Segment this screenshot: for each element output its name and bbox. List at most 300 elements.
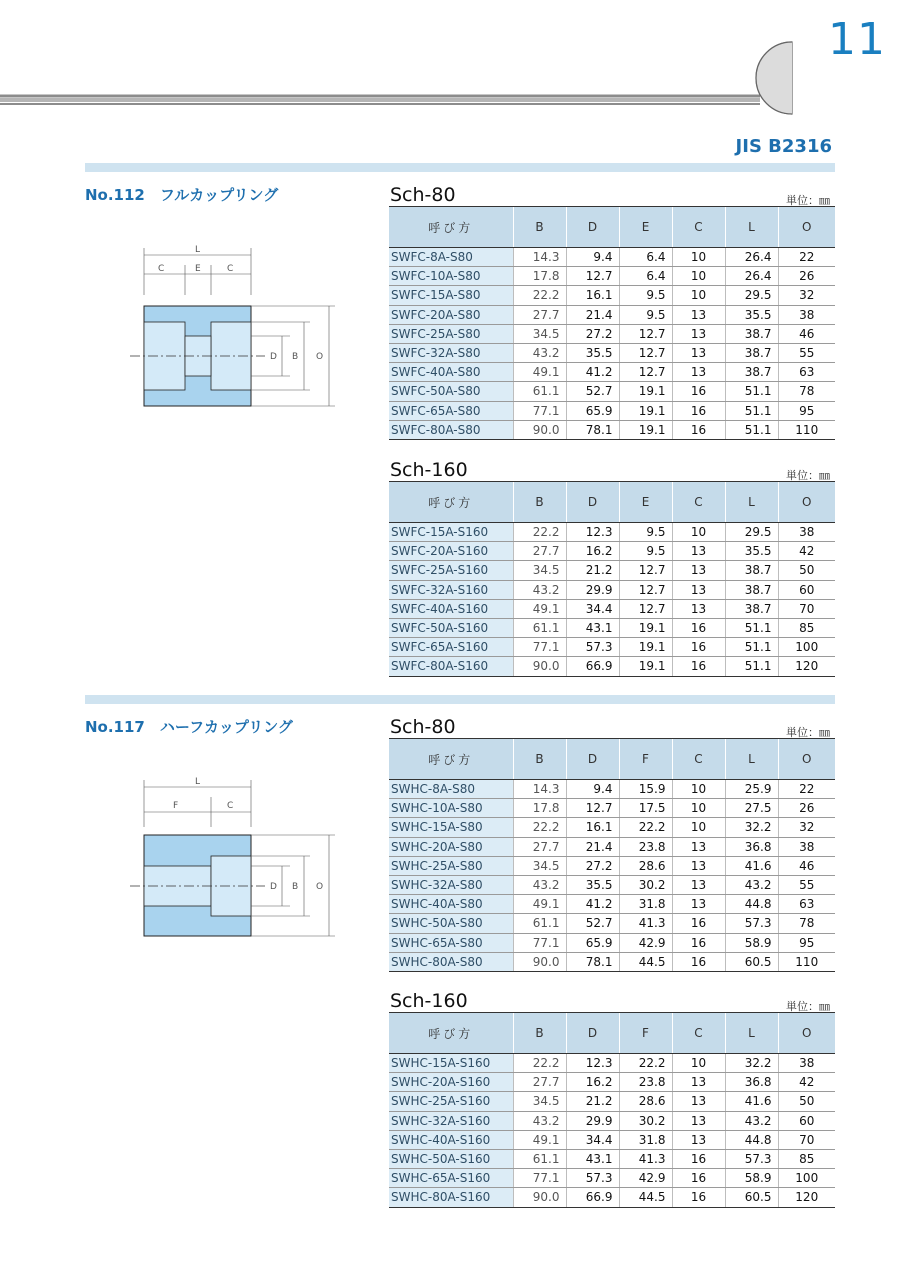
value-cell: 65.9 (566, 401, 619, 420)
value-cell: 60.5 (725, 1188, 778, 1207)
table-row (389, 952, 835, 971)
value-cell: 13 (672, 1130, 725, 1149)
header-cell-d: D (566, 739, 619, 780)
value-cell: 10 (672, 523, 725, 542)
dim-label-E: E (195, 264, 201, 274)
table-row (389, 856, 835, 875)
value-cell: 110 (778, 420, 835, 439)
table-header-row (389, 482, 835, 523)
dim-label-F: F (173, 801, 179, 811)
value-cell: 21.2 (566, 1092, 619, 1111)
value-cell: 42.9 (619, 1169, 672, 1188)
value-cell: 28.6 (619, 1092, 672, 1111)
table-row (389, 267, 835, 286)
value-cell: 38.7 (725, 363, 778, 382)
value-cell: 52.7 (566, 382, 619, 401)
value-cell: 22.2 (619, 1054, 672, 1073)
value-cell: 12.7 (619, 561, 672, 580)
value-cell: 36.8 (725, 837, 778, 856)
value-cell: 21.4 (566, 837, 619, 856)
value-cell: 9.5 (619, 542, 672, 561)
value-cell: 66.9 (566, 657, 619, 676)
value-cell: 21.2 (566, 561, 619, 580)
table-row (389, 1111, 835, 1130)
unit-label: 単位：㎜ (786, 1000, 830, 1013)
value-cell: 51.1 (725, 382, 778, 401)
header-cell-b: B (513, 207, 566, 248)
spec-table (389, 1012, 835, 1208)
header-cell-c: C (672, 1013, 725, 1054)
value-cell: 44.8 (725, 895, 778, 914)
value-cell: 12.3 (566, 523, 619, 542)
value-cell: 51.1 (725, 401, 778, 420)
section-band (85, 695, 835, 704)
table-row (389, 638, 835, 657)
product-code-cell: SWHC-32A-S80 (389, 875, 513, 894)
table-row (389, 895, 835, 914)
value-cell: 19.1 (619, 420, 672, 439)
value-cell: 65.9 (566, 933, 619, 952)
value-cell: 29.9 (566, 580, 619, 599)
value-cell: 90.0 (513, 952, 566, 971)
product-code-cell: SWHC-40A-S160 (389, 1130, 513, 1149)
value-cell: 10 (672, 248, 725, 267)
product-code-cell: SWHC-10A-S80 (389, 799, 513, 818)
value-cell: 66.9 (566, 1188, 619, 1207)
value-cell: 41.6 (725, 856, 778, 875)
value-cell: 16 (672, 657, 725, 676)
value-cell: 16 (672, 914, 725, 933)
dim-label-L: L (195, 245, 201, 255)
value-cell: 16 (672, 420, 725, 439)
value-cell: 43.2 (513, 875, 566, 894)
table-row (389, 875, 835, 894)
product-code-cell: SWFC-25A-S80 (389, 324, 513, 343)
value-cell: 31.8 (619, 895, 672, 914)
table-row (389, 542, 835, 561)
table-row (389, 343, 835, 362)
value-cell: 6.4 (619, 267, 672, 286)
value-cell: 43.2 (513, 1111, 566, 1130)
value-cell: 13 (672, 580, 725, 599)
value-cell: 13 (672, 1092, 725, 1111)
value-cell: 51.1 (725, 638, 778, 657)
value-cell: 27.7 (513, 542, 566, 561)
value-cell: 34.5 (513, 856, 566, 875)
value-cell: 12.7 (619, 363, 672, 382)
value-cell: 30.2 (619, 875, 672, 894)
value-cell: 38 (778, 305, 835, 324)
value-cell: 44.5 (619, 952, 672, 971)
value-cell: 57.3 (725, 914, 778, 933)
dim-label-L: L (195, 777, 201, 787)
value-cell: 85 (778, 1149, 835, 1168)
value-cell: 90.0 (513, 657, 566, 676)
header-cell-e: E (619, 482, 672, 523)
value-cell: 49.1 (513, 599, 566, 618)
value-cell: 22.2 (513, 286, 566, 305)
value-cell: 49.1 (513, 895, 566, 914)
value-cell: 60 (778, 580, 835, 599)
table-row (389, 1073, 835, 1092)
value-cell: 12.7 (619, 580, 672, 599)
value-cell: 10 (672, 267, 725, 286)
value-cell: 23.8 (619, 1073, 672, 1092)
table-row (389, 933, 835, 952)
product-code-cell: SWFC-80A-S160 (389, 657, 513, 676)
header-cell-o: O (778, 1013, 835, 1054)
value-cell: 38 (778, 837, 835, 856)
product-code-cell: SWFC-10A-S80 (389, 267, 513, 286)
value-cell: 49.1 (513, 363, 566, 382)
product-code-cell: SWHC-25A-S160 (389, 1092, 513, 1111)
value-cell: 19.1 (619, 657, 672, 676)
value-cell: 77.1 (513, 638, 566, 657)
value-cell: 95 (778, 933, 835, 952)
product-code-cell: SWFC-40A-S80 (389, 363, 513, 382)
header-cell-e: E (619, 207, 672, 248)
value-cell: 36.8 (725, 1073, 778, 1092)
value-cell: 120 (778, 1188, 835, 1207)
value-cell: 19.1 (619, 382, 672, 401)
value-cell: 13 (672, 856, 725, 875)
value-cell: 70 (778, 1130, 835, 1149)
value-cell: 9.4 (566, 780, 619, 799)
value-cell: 38 (778, 523, 835, 542)
value-cell: 9.4 (566, 248, 619, 267)
value-cell: 61.1 (513, 618, 566, 637)
value-cell: 55 (778, 875, 835, 894)
half-coupling-diagram (120, 772, 350, 942)
table-row (389, 657, 835, 676)
value-cell: 78 (778, 914, 835, 933)
full-coupling-diagram (120, 240, 350, 415)
header-cell-name: 呼び方 (389, 207, 513, 248)
value-cell: 32 (778, 818, 835, 837)
value-cell: 58.9 (725, 933, 778, 952)
table-row (389, 401, 835, 420)
header-cell-b: B (513, 1013, 566, 1054)
product-code-cell: SWFC-20A-S160 (389, 542, 513, 561)
table-row (389, 580, 835, 599)
header-cell-l: L (725, 207, 778, 248)
product-code-cell: SWHC-80A-S80 (389, 952, 513, 971)
value-cell: 32.2 (725, 818, 778, 837)
dim-label-B: B (292, 882, 299, 892)
product-code-cell: SWFC-15A-S160 (389, 523, 513, 542)
spec-table (389, 206, 835, 440)
table-row (389, 780, 835, 799)
value-cell: 46 (778, 324, 835, 343)
value-cell: 22.2 (513, 1054, 566, 1073)
value-cell: 16.2 (566, 542, 619, 561)
product-code-cell: SWHC-40A-S80 (389, 895, 513, 914)
table-row (389, 599, 835, 618)
value-cell: 19.1 (619, 401, 672, 420)
table-row (389, 837, 835, 856)
value-cell: 42 (778, 1073, 835, 1092)
header-cell-name: 呼び方 (389, 482, 513, 523)
product-code-cell: SWHC-20A-S160 (389, 1073, 513, 1092)
value-cell: 22.2 (513, 523, 566, 542)
value-cell: 63 (778, 895, 835, 914)
value-cell: 12.7 (566, 267, 619, 286)
dim-label-O: O (316, 352, 324, 362)
value-cell: 26 (778, 799, 835, 818)
value-cell: 120 (778, 657, 835, 676)
table-header-row (389, 1013, 835, 1054)
value-cell: 34.5 (513, 324, 566, 343)
value-cell: 21.4 (566, 305, 619, 324)
section-band (85, 163, 835, 172)
value-cell: 29.5 (725, 286, 778, 305)
value-cell: 6.4 (619, 248, 672, 267)
value-cell: 13 (672, 837, 725, 856)
value-cell: 77.1 (513, 933, 566, 952)
value-cell: 27.5 (725, 799, 778, 818)
value-cell: 55 (778, 343, 835, 362)
value-cell: 22.2 (513, 818, 566, 837)
value-cell: 19.1 (619, 638, 672, 657)
value-cell: 78.1 (566, 952, 619, 971)
value-cell: 13 (672, 875, 725, 894)
value-cell: 43.2 (725, 1111, 778, 1130)
header-cell-name: 呼び方 (389, 1013, 513, 1054)
product-code-cell: SWHC-25A-S80 (389, 856, 513, 875)
value-cell: 26.4 (725, 248, 778, 267)
product-code-cell: SWHC-15A-S160 (389, 1054, 513, 1073)
value-cell: 16 (672, 952, 725, 971)
header-cell-c: C (672, 482, 725, 523)
table-row (389, 1188, 835, 1207)
section-heading: No.112 フルカップリング (85, 186, 279, 204)
value-cell: 90.0 (513, 1188, 566, 1207)
value-cell: 27.2 (566, 856, 619, 875)
value-cell: 25.9 (725, 780, 778, 799)
value-cell: 41.3 (619, 914, 672, 933)
value-cell: 77.1 (513, 1169, 566, 1188)
table-row (389, 561, 835, 580)
dim-label-D: D (270, 352, 277, 362)
header-cell-b: B (513, 739, 566, 780)
value-cell: 16 (672, 1169, 725, 1188)
value-cell: 14.3 (513, 248, 566, 267)
value-cell: 13 (672, 561, 725, 580)
value-cell: 13 (672, 324, 725, 343)
value-cell: 100 (778, 1169, 835, 1188)
value-cell: 61.1 (513, 382, 566, 401)
table-row (389, 420, 835, 439)
value-cell: 16 (672, 933, 725, 952)
table-row (389, 523, 835, 542)
product-code-cell: SWFC-25A-S160 (389, 561, 513, 580)
product-code-cell: SWHC-15A-S80 (389, 818, 513, 837)
value-cell: 77.1 (513, 401, 566, 420)
value-cell: 35.5 (725, 542, 778, 561)
value-cell: 35.5 (566, 343, 619, 362)
value-cell: 60.5 (725, 952, 778, 971)
spec-table (389, 738, 835, 972)
header-cell-name: 呼び方 (389, 739, 513, 780)
value-cell: 35.5 (566, 875, 619, 894)
dim-label-C: C (158, 264, 165, 274)
section-heading: No.117 ハーフカップリング (85, 718, 293, 736)
value-cell: 17.8 (513, 799, 566, 818)
value-cell: 51.1 (725, 420, 778, 439)
spec-table (389, 481, 835, 677)
value-cell: 41.2 (566, 895, 619, 914)
value-cell: 42.9 (619, 933, 672, 952)
value-cell: 32 (778, 286, 835, 305)
value-cell: 46 (778, 856, 835, 875)
value-cell: 38.7 (725, 580, 778, 599)
value-cell: 50 (778, 1092, 835, 1111)
value-cell: 41.2 (566, 363, 619, 382)
value-cell: 31.8 (619, 1130, 672, 1149)
value-cell: 13 (672, 343, 725, 362)
value-cell: 13 (672, 305, 725, 324)
value-cell: 13 (672, 363, 725, 382)
value-cell: 16 (672, 401, 725, 420)
product-code-cell: SWFC-65A-S80 (389, 401, 513, 420)
value-cell: 29.5 (725, 523, 778, 542)
product-code-cell: SWHC-50A-S160 (389, 1149, 513, 1168)
product-code-cell: SWFC-65A-S160 (389, 638, 513, 657)
value-cell: 26.4 (725, 267, 778, 286)
product-code-cell: SWFC-15A-S80 (389, 286, 513, 305)
value-cell: 16 (672, 1188, 725, 1207)
dim-label-C: C (227, 801, 234, 811)
header-cell-l: L (725, 1013, 778, 1054)
header-rule (0, 30, 900, 120)
value-cell: 16 (672, 618, 725, 637)
dim-label-O: O (316, 882, 324, 892)
standard-label: JIS B2316 (735, 136, 832, 157)
value-cell: 52.7 (566, 914, 619, 933)
value-cell: 16 (672, 638, 725, 657)
value-cell: 57.3 (566, 638, 619, 657)
value-cell: 44.5 (619, 1188, 672, 1207)
table-title: Sch-160 (390, 459, 468, 481)
value-cell: 27.7 (513, 305, 566, 324)
table-row (389, 286, 835, 305)
product-code-cell: SWFC-32A-S160 (389, 580, 513, 599)
value-cell: 34.4 (566, 1130, 619, 1149)
product-code-cell: SWHC-20A-S80 (389, 837, 513, 856)
value-cell: 22 (778, 780, 835, 799)
value-cell: 38.7 (725, 324, 778, 343)
value-cell: 60 (778, 1111, 835, 1130)
value-cell: 16 (672, 1149, 725, 1168)
value-cell: 42 (778, 542, 835, 561)
header-cell-o: O (778, 482, 835, 523)
product-code-cell: SWFC-40A-S160 (389, 599, 513, 618)
value-cell: 17.5 (619, 799, 672, 818)
value-cell: 26 (778, 267, 835, 286)
header-cell-l: L (725, 739, 778, 780)
value-cell: 110 (778, 952, 835, 971)
value-cell: 13 (672, 542, 725, 561)
value-cell: 9.5 (619, 286, 672, 305)
value-cell: 90.0 (513, 420, 566, 439)
header-cell-l: L (725, 482, 778, 523)
value-cell: 27.7 (513, 837, 566, 856)
header-cell-d: D (566, 207, 619, 248)
table-row (389, 1149, 835, 1168)
product-code-cell: SWHC-80A-S160 (389, 1188, 513, 1207)
value-cell: 16.2 (566, 1073, 619, 1092)
product-code-cell: SWHC-65A-S160 (389, 1169, 513, 1188)
value-cell: 70 (778, 599, 835, 618)
product-code-cell: SWHC-65A-S80 (389, 933, 513, 952)
header-cell-o: O (778, 739, 835, 780)
value-cell: 38.7 (725, 599, 778, 618)
product-code-cell: SWFC-8A-S80 (389, 248, 513, 267)
value-cell: 34.4 (566, 599, 619, 618)
product-code-cell: SWFC-32A-S80 (389, 343, 513, 362)
unit-label: 単位：㎜ (786, 469, 830, 482)
product-code-cell: SWFC-80A-S80 (389, 420, 513, 439)
value-cell: 13 (672, 1111, 725, 1130)
product-code-cell: SWFC-20A-S80 (389, 305, 513, 324)
value-cell: 38.7 (725, 343, 778, 362)
table-header-row (389, 207, 835, 248)
value-cell: 10 (672, 799, 725, 818)
value-cell: 78.1 (566, 420, 619, 439)
table-title: Sch-160 (390, 990, 468, 1012)
value-cell: 29.9 (566, 1111, 619, 1130)
value-cell: 16.1 (566, 286, 619, 305)
value-cell: 14.3 (513, 780, 566, 799)
value-cell: 12.7 (619, 343, 672, 362)
dim-label-C: C (227, 264, 234, 274)
table-header-row (389, 739, 835, 780)
value-cell: 49.1 (513, 1130, 566, 1149)
value-cell: 30.2 (619, 1111, 672, 1130)
header-cell-o: O (778, 207, 835, 248)
header-cell-b: B (513, 482, 566, 523)
header-cell-c: C (672, 207, 725, 248)
table-row (389, 248, 835, 267)
value-cell: 58.9 (725, 1169, 778, 1188)
value-cell: 57.3 (566, 1169, 619, 1188)
value-cell: 9.5 (619, 523, 672, 542)
table-row (389, 382, 835, 401)
value-cell: 43.1 (566, 1149, 619, 1168)
table-row (389, 1054, 835, 1073)
value-cell: 50 (778, 561, 835, 580)
table-row (389, 1169, 835, 1188)
value-cell: 61.1 (513, 1149, 566, 1168)
value-cell: 38.7 (725, 561, 778, 580)
value-cell: 10 (672, 780, 725, 799)
value-cell: 43.1 (566, 618, 619, 637)
value-cell: 12.7 (566, 799, 619, 818)
value-cell: 10 (672, 286, 725, 305)
value-cell: 12.3 (566, 1054, 619, 1073)
value-cell: 22.2 (619, 818, 672, 837)
product-code-cell: SWHC-32A-S160 (389, 1111, 513, 1130)
value-cell: 34.5 (513, 1092, 566, 1111)
value-cell: 34.5 (513, 561, 566, 580)
header-cell-d: D (566, 1013, 619, 1054)
header-cell-f: F (619, 1013, 672, 1054)
value-cell: 43.2 (513, 580, 566, 599)
value-cell: 13 (672, 1073, 725, 1092)
value-cell: 35.5 (725, 305, 778, 324)
value-cell: 95 (778, 401, 835, 420)
value-cell: 43.2 (725, 875, 778, 894)
